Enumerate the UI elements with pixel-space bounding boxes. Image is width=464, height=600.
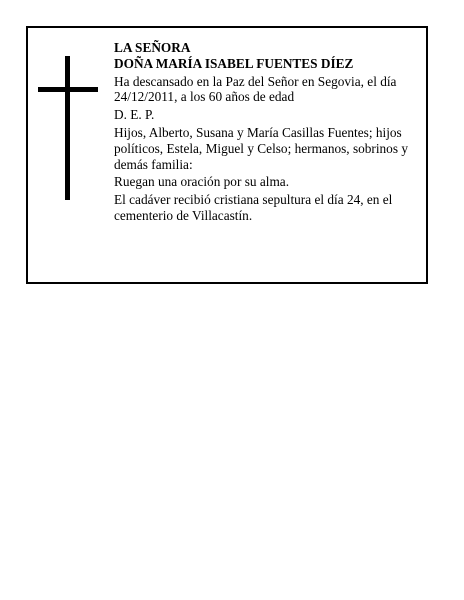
notice-dep: D. E. P.: [114, 107, 155, 123]
notice-title-honorific: LA SEÑORA: [114, 40, 191, 55]
notice-rest-text: Ha descansado en la Paz del Señor en Segovia, el día 24/12/2011, a los 60 años de edad: [114, 73, 397, 105]
notice-title-name: DOÑA MARÍA ISABEL FUENTES DÍEZ: [114, 55, 354, 71]
notice-burial: El cadáver recibió cristiana sepultura el día 24, en el cementerio de Villacastín.: [114, 192, 393, 223]
obituary-notice: [26, 26, 428, 284]
cross-vertical-bar: [65, 56, 70, 200]
notice-family: Hijos, Alberto, Susana y María Casillas Fuentes; hijos políticos, Estela, Miguel y Celso; hermanos, sobrinos y demás familia:: [114, 124, 408, 172]
cross-icon: [38, 56, 98, 200]
cross-horizontal-bar: [38, 87, 98, 92]
notice-prayer: Ruegan una oración por su alma.: [114, 174, 290, 190]
notice-text: [114, 40, 420, 226]
